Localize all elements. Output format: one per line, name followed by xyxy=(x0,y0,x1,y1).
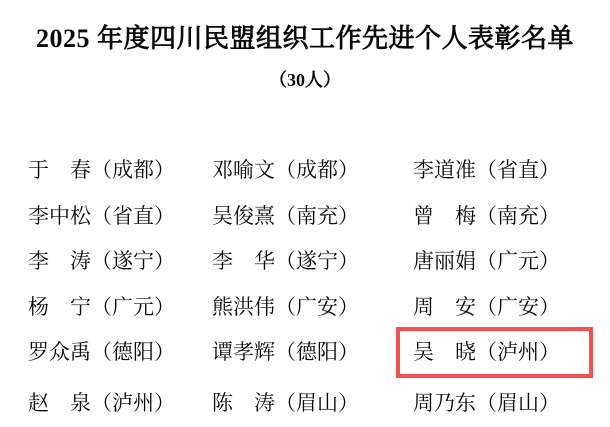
person-entry: 邓喻文（成都） xyxy=(212,158,359,182)
person-entry: 赵 泉（泸州） xyxy=(28,391,175,415)
name-list xyxy=(28,147,610,427)
person-entry: 李 华（遂宁） xyxy=(212,249,359,273)
person-entry: 周乃东（眉山） xyxy=(413,391,560,415)
person-entry: 周 安（广安） xyxy=(413,294,560,319)
subtitle-count: （30人） xyxy=(269,70,341,90)
person-entry: 于 春（成都） xyxy=(28,158,175,182)
person-entry: 吴俊熹（南充） xyxy=(212,203,359,228)
person-entry: 陈 涛（眉山） xyxy=(212,391,359,415)
person-entry: 李 涛（遂宁） xyxy=(28,249,175,273)
person-entry: 熊洪伟（广安） xyxy=(212,294,359,319)
page-title: 2025 年度四川民盟组织工作先进个人表彰名单 xyxy=(35,24,574,53)
person-entry: 唐丽娟（广元） xyxy=(413,249,560,273)
person-entry: 李道准（省直） xyxy=(413,158,560,182)
person-entry: 谭孝辉（德阳） xyxy=(212,340,359,364)
person-entry: 李中松（省直） xyxy=(28,203,175,228)
person-entry-highlighted: 吴 晓（泸州） xyxy=(413,340,560,364)
person-entry: 罗众禹（德阳） xyxy=(28,340,175,364)
person-entry: 曾 梅（南充） xyxy=(413,203,560,228)
person-entry: 杨 宁（广元） xyxy=(28,294,175,319)
